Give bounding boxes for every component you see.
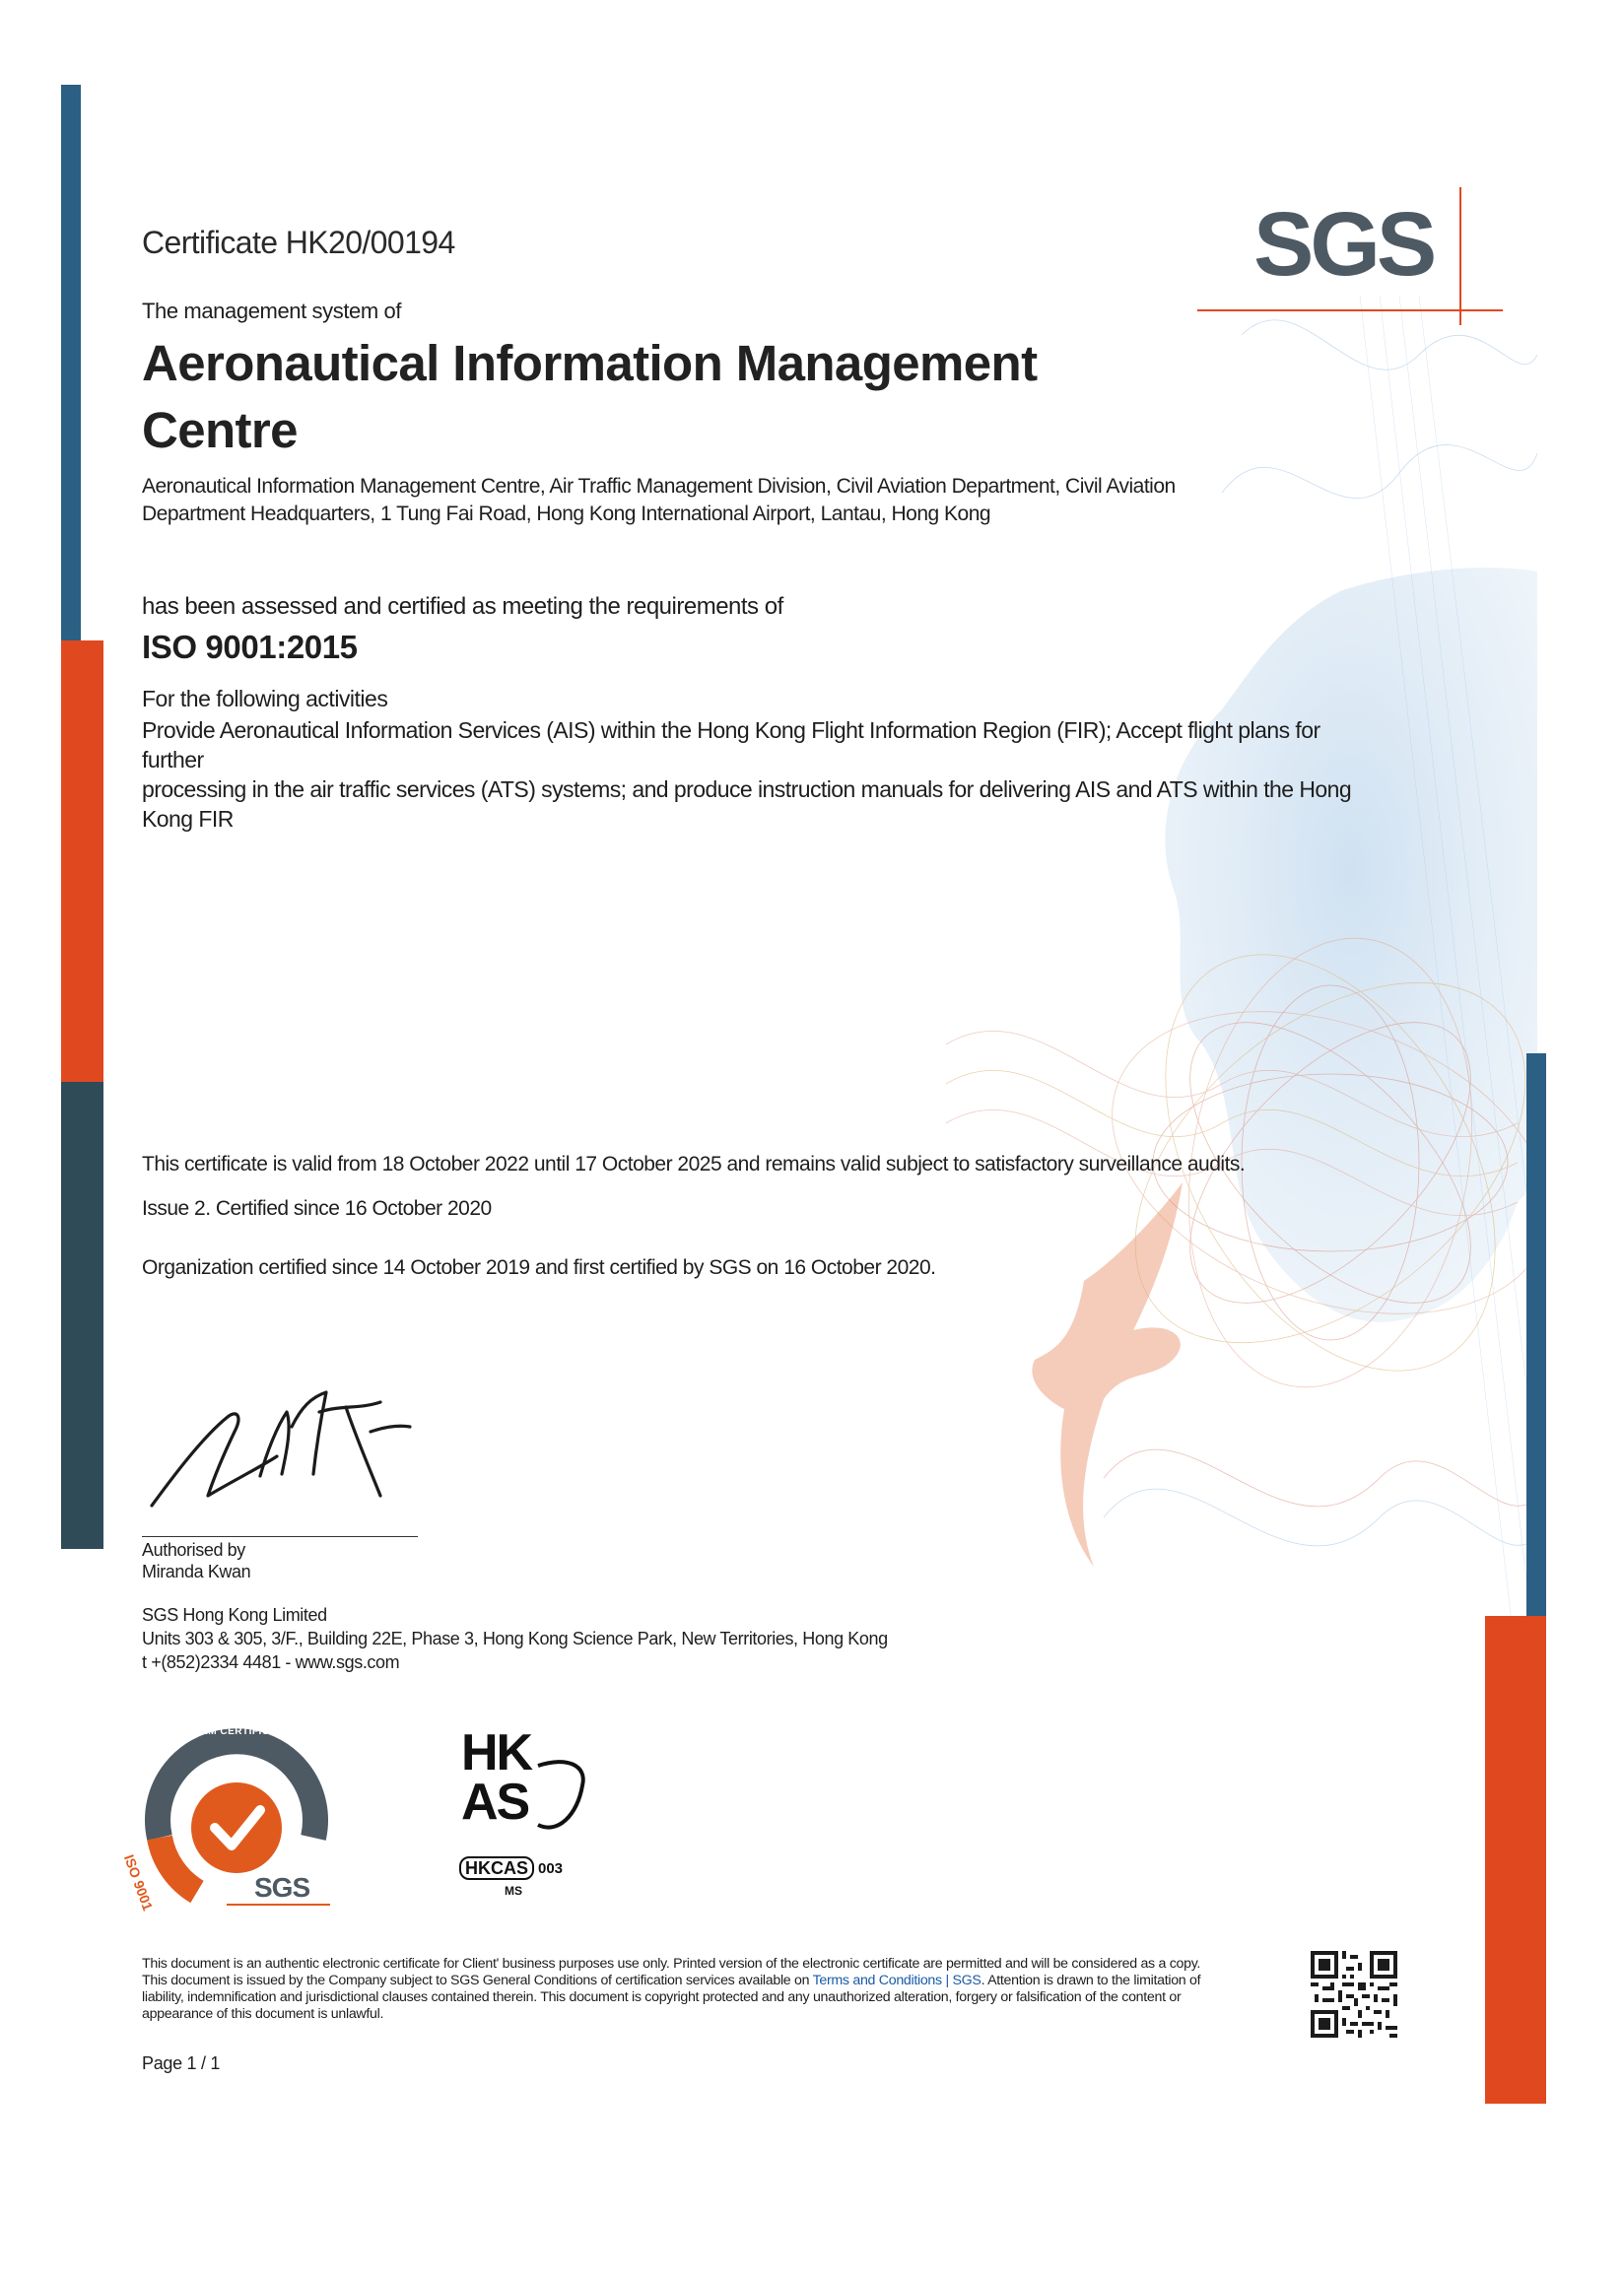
disclaimer-line: This document is an authentic electronic certificate for Client' business purposes use only. Printed version of the electronic certificate are permitted and will be considered as a copy. <box>142 1956 1201 1972</box>
disclaimer-line: appearance of this document is unlawful. <box>142 2006 384 2022</box>
right-bar-red <box>1485 1616 1546 2104</box>
issue-statement: Issue 2. Certified since 16 October 2020 <box>142 1197 492 1220</box>
sgs-logo-rule <box>1197 309 1503 311</box>
left-bar-dark <box>61 1082 103 1549</box>
authorised-by <box>142 1539 250 1582</box>
issuer-company: SGS Hong Kong Limited <box>142 1605 327 1625</box>
hkas-stroke-icon <box>528 1746 597 1845</box>
activities-label: For the following activities <box>142 686 388 711</box>
disclaimer-line <box>142 1973 1305 1989</box>
standard-name: ISO 9001:2015 <box>142 629 358 665</box>
disclaimer-text: . Attention is drawn to the limitation of <box>981 1973 1201 1988</box>
sgs-logo-tick <box>1459 187 1461 325</box>
issuer-address: Units 303 & 305, 3/F., Building 22E, Phase 3, Hong Kong Science Park, New Territories, Hong Kong <box>142 1629 888 1648</box>
right-bar-blue <box>1526 1053 1546 1616</box>
signature-line <box>142 1536 418 1537</box>
management-intro: The management system of <box>142 299 402 323</box>
certificate-number: Certificate HK20/00194 <box>142 225 455 260</box>
address-line: Aeronautical Information Management Centre, Air Traffic Management Division, Civil Aviation Department, Civil Aviation <box>142 475 1176 498</box>
disclaimer <box>142 1956 1305 2023</box>
signature-image <box>144 1358 420 1535</box>
left-bar-red <box>61 640 103 1082</box>
activities-line: processing in the air traffic services (ATS) systems; and produce instruction manuals for delivering AIS and ATS within the Hong <box>142 776 1352 802</box>
validity-statement: This certificate is valid from 18 October 2022 until 17 October 2025 and remains valid subject to satisfactory surveillance audits. <box>142 1153 1246 1175</box>
organization-name-line2: Centre <box>142 402 298 458</box>
activities-scope <box>142 715 1384 834</box>
hkas-code-box: HKCAS <box>459 1856 534 1880</box>
badge-arc-text: SYSTEM CERTIFICATION <box>173 1726 303 1737</box>
organization-address <box>142 473 1177 528</box>
address-line: Department Headquarters, 1 Tung Fai Road, Hong Kong International Airport, Lantau, Hong Kong <box>142 503 991 525</box>
activities-line: Kong FIR <box>142 806 234 832</box>
organization-name-line1: Aeronautical Information Management <box>142 335 1038 391</box>
left-bar-blue <box>61 85 81 640</box>
badge-iso-text: ISO 9001 <box>120 1852 157 1914</box>
hkas-code-num: 003 <box>538 1860 564 1877</box>
page-number: Page 1 / 1 <box>142 2053 221 2073</box>
activities-line: Provide Aeronautical Information Services (AIS) within the Hong Kong Flight Information Region (FIR); Accept flight plans for further <box>142 717 1320 772</box>
assessment-statement: has been assessed and certified as meeting the requirements of <box>142 593 783 620</box>
hkas-mid: AS <box>461 1774 529 1831</box>
organization-name <box>142 330 1127 464</box>
guilloche-watermark <box>926 296 1537 1990</box>
issuer-details <box>142 1603 888 1674</box>
signatory-name: Miranda Kwan <box>142 1562 251 1581</box>
badge-sgs-text: SGS <box>254 1872 310 1903</box>
disclaimer-text: This document is issued by the Company subject to SGS General Conditions of certification services available on <box>142 1973 813 1988</box>
terms-link[interactable]: Terms and Conditions | SGS <box>812 1973 981 1988</box>
disclaimer-line: liability, indemnification and jurisdictional clauses contained therein. This document is copyright protected and any unauthorized alteration, forgery or falsification of the content or <box>142 1989 1182 2005</box>
qr-code[interactable] <box>1311 1951 1397 2038</box>
organization-since: Organization certified since 14 October 2019 and first certified by SGS on 16 October 2020. <box>142 1256 936 1279</box>
authorised-label: Authorised by <box>142 1540 245 1560</box>
sgs-brand-logo: SGS <box>1253 194 1434 295</box>
issuer-contact: t +(852)2334 4481 - www.sgs.com <box>142 1652 400 1672</box>
hkas-ms: MS <box>505 1884 522 1898</box>
hkas-top: HK <box>461 1724 532 1781</box>
hkas-mark <box>459 1726 607 1904</box>
